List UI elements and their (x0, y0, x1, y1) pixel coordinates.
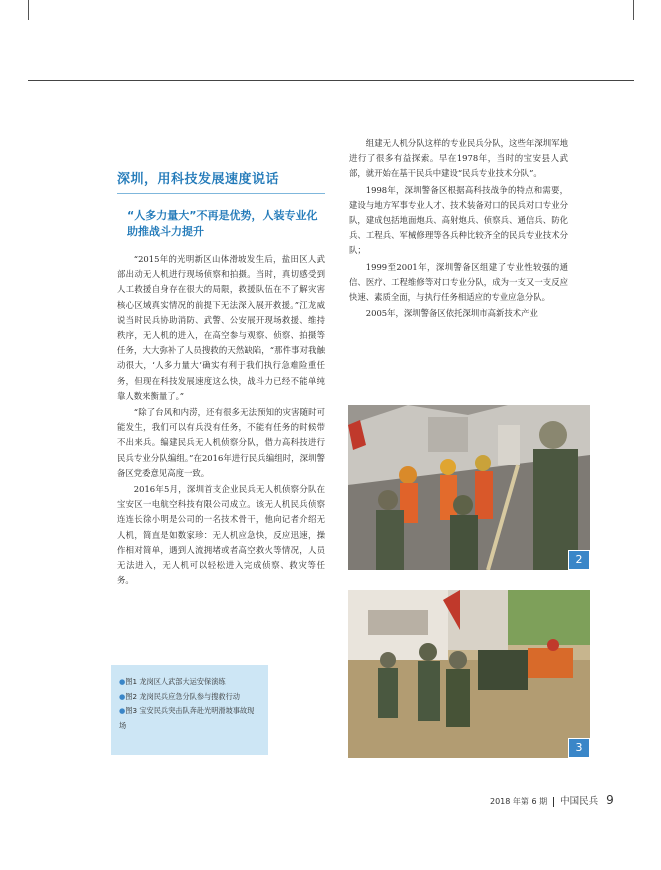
photo-number-badge: 3 (568, 738, 590, 758)
header-rule (28, 80, 634, 81)
left-column (117, 168, 325, 589)
issue-label: 2018 年第 6 期 (490, 797, 548, 806)
article-subtitle: “人多力量大”不再是优势，人装专业化助推战斗力提升 (127, 209, 318, 238)
body-paragraph: 1998年，深圳警备区根据高科技战争的特点和需要，建设与地方军事专业人才、技术装备对口的民兵对口专业分队，建成包括地面炮兵、高射炮兵、侦察兵、通信兵、防化兵、工程兵、军械修理等各兵种比较齐全的民兵专业技术分队； (349, 184, 568, 256)
caption-item: ●图2 龙岗民兵应急分队参与搜救行动 (119, 691, 240, 701)
rescue-photo (348, 405, 590, 570)
body-paragraph: 1999至2001年，深圳警备区组建了专业性较强的通信、医疗、工程维修等对口专业分队，成为一支又一支反应快速、素质全面，与执行任务相适应的专业应急分队。 (349, 261, 568, 303)
body-paragraph: 2016年5月，深圳首支企业民兵无人机侦察分队在宝安区一电航空科技有限公司成立。该无人机民兵侦察连连长徐小明是公司的一名技术骨干，他向记者介绍无人机，简直是如数家珍：无人机应急快，反应迅速，操作相对简单，遇到人流拥堵或者高空救火等情况，人员无法进入，无人机可以轻松进入完成侦察、救灾等任务。 (117, 484, 325, 586)
crop-mark (633, 0, 634, 20)
magazine-name: 中国民兵 (560, 796, 599, 807)
page-number: 9 (606, 793, 614, 807)
page-footer (490, 793, 614, 807)
body-paragraph: “2015年的光明新区山体滑坡发生后，盐田区人武部出动无人机进行现场侦察和拍摄。当时，真切感受到人工救援自身存在很大的局限，救援队伍在不了解灾害核心区域真实情况的前提下无法深入展开救援。”江龙威说当时民兵协助消防、武警、公安展开现场救援、维持秩序，无人机的进入，在高空参与观察、侦察、拍摄等任务，大大弥补了人员搜救的天然缺陷，“那件事对我触动很大，‘人多力量大’确实有利于我们执行急难险重任务，但现在科技发展速度这么快，战斗力已经不能单纯靠人数来衡量了。” (117, 254, 325, 401)
footer-divider (553, 797, 554, 807)
photo-number-badge: 2 (568, 550, 590, 570)
section-title: 深圳，用科技发展速度说话 (117, 168, 325, 194)
caption-item: ●图1 龙岗区人武部大运安保演练 (119, 677, 226, 686)
march-photo (348, 590, 590, 758)
body-paragraph: “除了台风和内涝，还有很多无法预知的灾害随时可能发生，我们可以有兵没有任务，不能有任务的时候带不出来兵。编建民兵无人机侦察分队，借力高科技进行民兵专业分队编组。”在2016年进行民兵编组时，深圳警备区党委意见高度一致。 (117, 407, 325, 478)
photo-caption-box (111, 665, 268, 755)
body-paragraph: 2005年，深圳警备区依托深圳市高新技术产业 (365, 308, 538, 319)
crop-mark (28, 0, 29, 20)
caption-item: ●图3 宝安民兵突击队奔赴光明滑坡事故现场 (119, 706, 255, 730)
body-paragraph: 组建无人机分队这样的专业民兵分队，这些年深圳军地进行了很多有益探索。早在1978年，当时的宝安县人武部，就开始在基干民兵中建设“民兵专业技术分队”。 (349, 138, 568, 179)
right-column (349, 136, 568, 322)
